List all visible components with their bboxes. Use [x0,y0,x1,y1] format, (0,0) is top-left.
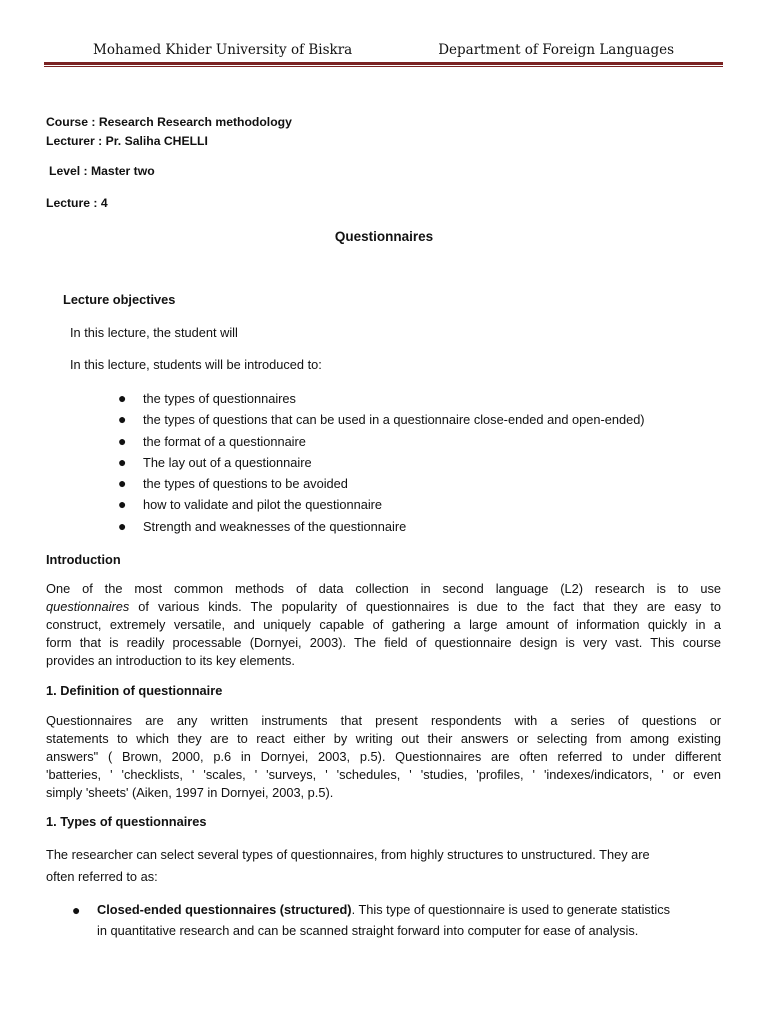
closed-ended-bullet: ● Closed-ended questionnaires (structured). This type of questionnaire is used to generate statistics in quantitative research and can be scanned straight forward into computer for ease of analysis. [72,902,671,938]
level-value: Master two [91,164,155,178]
header-rule-thick [44,62,723,65]
list-item: ● the types of questions to be avoided [0,473,645,494]
introduction-paragraph: One of the most common methods of data collection in second language (L2) research is to use questionnaires of various kinds. The popularity of questionnaires is due to the fact that they are easy to construct, extremely versatile, and uniquely capable of gathering a large amount of information quickly in a form that is readily processable (Dornyei, 2003). The field of questionnaire design is very vast. This course provides an introduction to its key elements. [46,581,721,668]
lecturer-label: Lecturer : [46,134,106,148]
lecture-line [46,196,108,210]
list-item: ● the format of a questionnaire [0,431,645,452]
introduction-heading: Introduction [46,552,121,567]
definition-heading: 1. Definition of questionnaire [46,683,223,698]
course-label: Course : [46,115,99,129]
header-department: Department of Foreign Languages [438,42,674,58]
bullet-icon: ● [118,411,127,428]
course-value: Research Research methodology [98,115,292,129]
list-item: ● The lay out of a questionnaire [0,452,645,473]
list-item: ● how to validate and pilot the questionnaire [0,494,645,515]
types-paragraph: The researcher can select several types of questionnaires, from highly structures to unstructured. They are often referred to as: [46,847,650,884]
objectives-intro-2: In this lecture, students will be introduced to: [70,357,322,372]
italic-term: questionnaires [46,599,130,614]
header-rule-thin [44,66,723,67]
bullet-icon: ● [118,496,127,513]
list-item: ● the types of questionnaires [0,388,645,409]
objectives-list [0,388,645,537]
bullet-icon: ● [72,902,81,918]
lecture-value: 4 [100,196,108,210]
list-item: ● the types of questions that can be used in a questionnaire close-ended and open-ended) [0,409,645,430]
lecture-label: Lecture : [46,196,101,210]
objectives-intro-1: In this lecture, the student will [70,325,238,340]
bullet-icon: ● [118,517,127,534]
bullet-icon: ● [118,475,127,492]
page-header [46,42,722,60]
list-item: ● Strength and weaknesses of the questionnaire [0,516,645,537]
header-university: Mohamed Khider University of Biskra [93,42,353,58]
level-line [49,164,155,178]
objectives-heading: Lecture objectives [63,292,176,307]
bullet-term: Closed-ended questionnaires (structured) [97,902,352,917]
course-line [46,115,292,129]
page-title: Questionnaires [334,229,434,244]
definition-paragraph: Questionnaires are any written instruments that present respondents with a series of questions or statements to which they are to react either by writing out their answers or selecting from among existing answers" ( Brown, 2000, p.6 in Dornyei, 2003, p.5). Questionnaires are often referred to under different 'batteries, ' 'checklists, ' 'scales, ' 'surveys, ' 'schedules, ' 'studies, 'profiles, ' 'indexes/indicators, ' or even simply 'sheets' (Aiken, 1997 in Dornyei, 2003, p.5). [46,713,721,800]
bullet-icon: ● [118,390,127,406]
level-label: Level : [49,164,91,178]
lecturer-value: Pr. Saliha CHELLI [105,134,208,148]
bullet-icon: ● [118,432,127,449]
lecturer-line [46,134,208,148]
bullet-icon: ● [118,453,127,470]
types-heading: 1. Types of questionnaires [46,814,207,829]
